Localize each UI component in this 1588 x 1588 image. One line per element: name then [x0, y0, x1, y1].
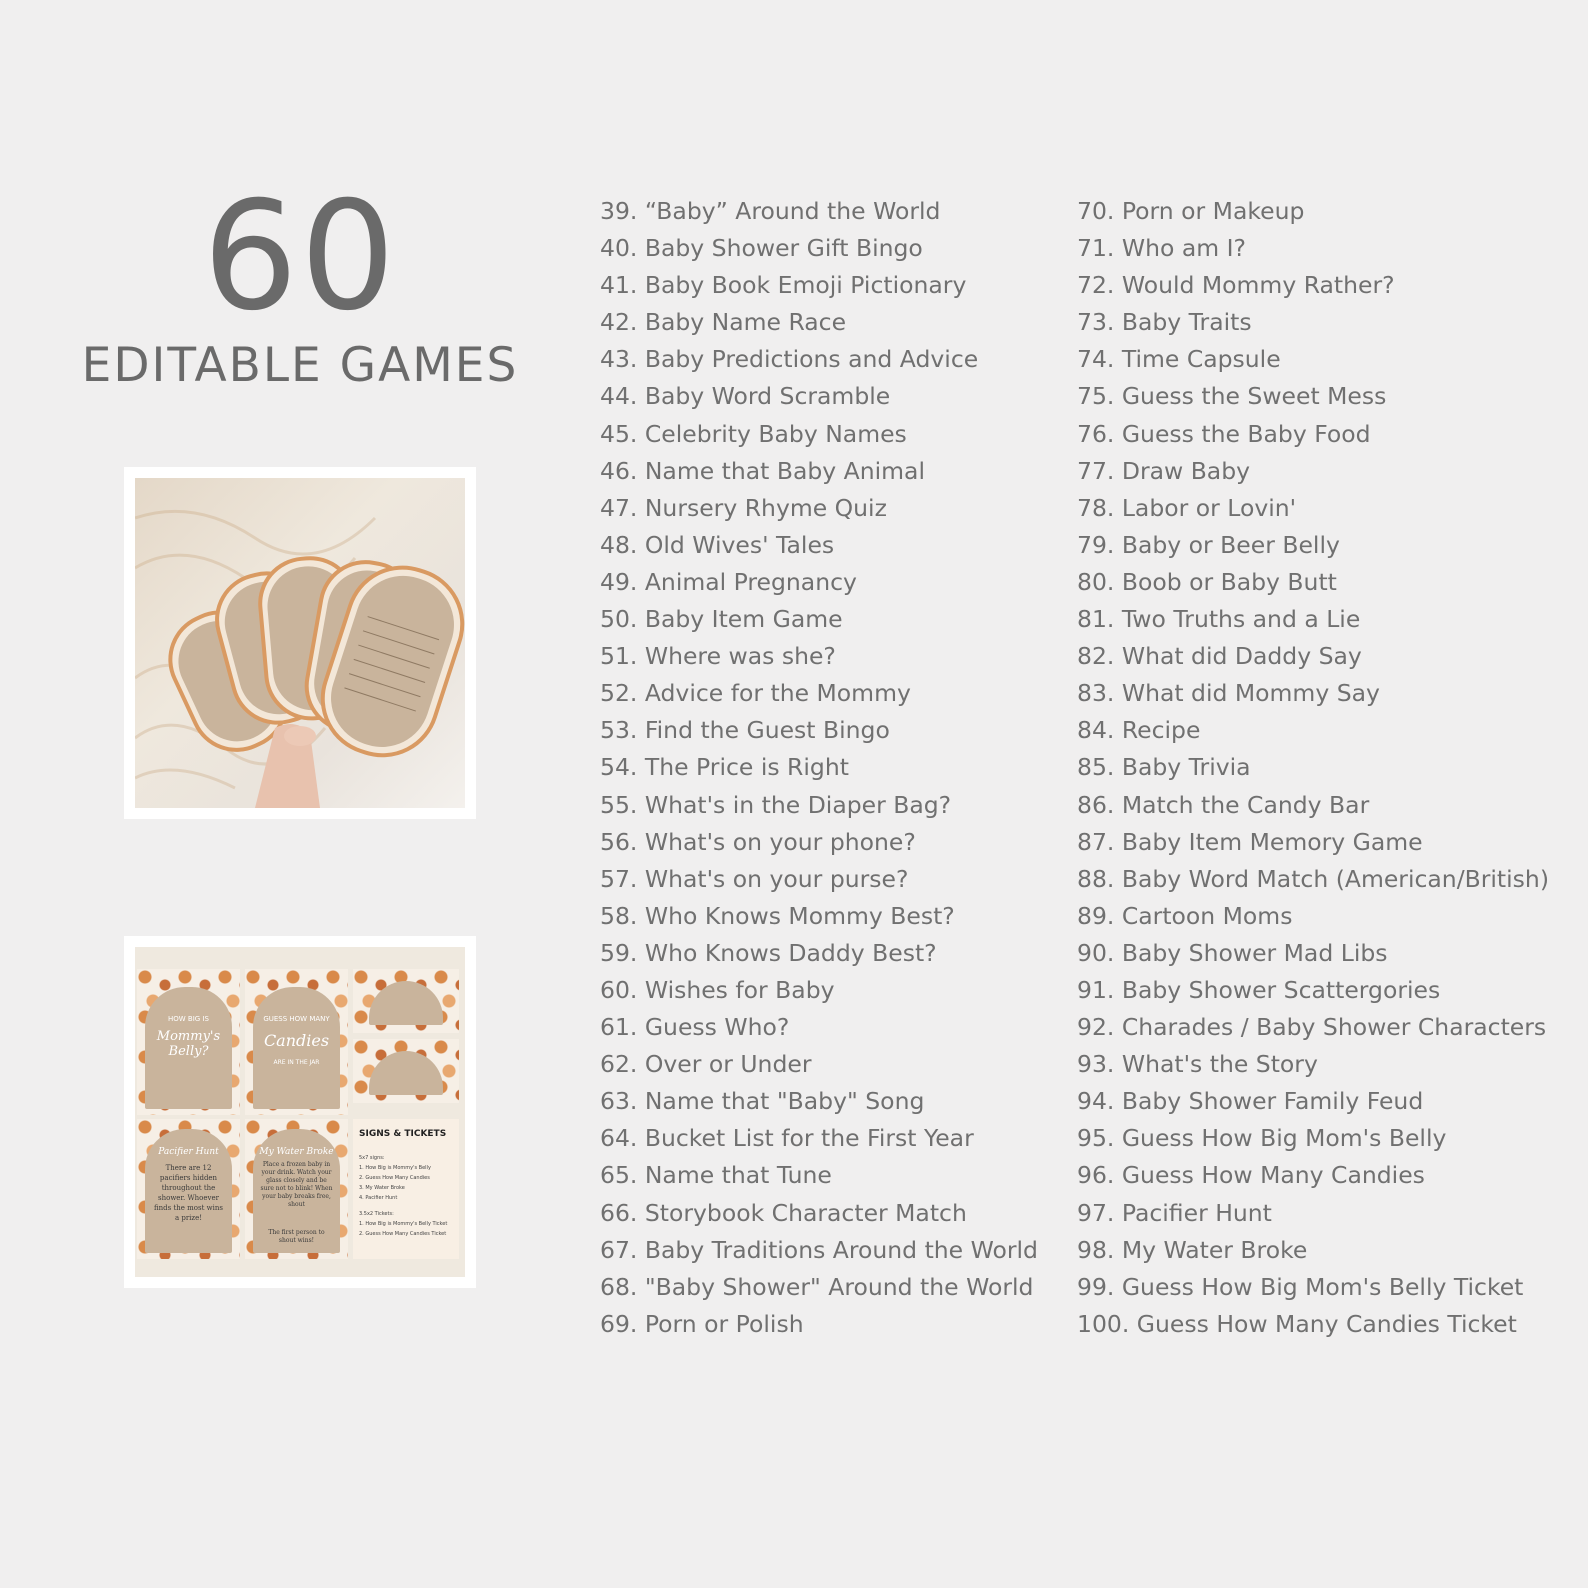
game-list-item: 43. Baby Predictions and Advice	[600, 345, 979, 374]
collage-card-pacifier-script: Pacifier Hunt	[158, 1147, 219, 1157]
game-list-item: 48. Old Wives' Tales	[600, 530, 835, 559]
game-list-item: 85. Baby Trivia	[1077, 753, 1251, 782]
headline-subtitle: EDITABLE GAMES	[81, 338, 519, 393]
game-list-item: 86. Match the Candy Bar	[1077, 790, 1370, 819]
game-list-item: 44. Baby Word Scramble	[600, 382, 891, 411]
collage-image	[135, 947, 465, 1277]
collage-card-belly	[145, 987, 232, 1109]
game-list-item: 89. Cartoon Moms	[1077, 901, 1293, 930]
game-list-item: 90. Baby Shower Mad Libs	[1077, 938, 1388, 967]
game-list-item: 77. Draw Baby	[1077, 456, 1251, 485]
game-list-item: 97. Pacifier Hunt	[1077, 1198, 1272, 1227]
game-list-item: 83. What did Mommy Say	[1077, 679, 1380, 708]
game-list-item: 64. Bucket List for the First Year	[600, 1124, 974, 1153]
game-list-item: 63. Name that "Baby" Song	[600, 1087, 925, 1116]
game-list-item: 54. The Price is Right	[600, 753, 849, 782]
games-list-right	[1077, 193, 1549, 1343]
collage-card-candies-script: Candies	[263, 1031, 330, 1050]
game-list-item: 72. Would Mommy Rather?	[1077, 271, 1395, 300]
game-list-item: 67. Baby Traditions Around the World	[600, 1235, 1038, 1264]
collage-card-pacifier-body: There are 12 pacifiers hidden throughout the shower. Whoever finds the most wins a prize!	[154, 1164, 223, 1222]
game-list-item: 71. Who am I?	[1077, 234, 1246, 263]
collage-card-belly-script: Mommy's Belly?	[156, 1029, 221, 1059]
collage-signs-list	[359, 1153, 447, 1239]
game-list-item: 58. Who Knows Mommy Best?	[600, 901, 955, 930]
collage-signs-line: 2. Guess How Many Candies Ticket	[359, 1231, 447, 1237]
game-list-item: 66. Storybook Character Match	[600, 1198, 967, 1227]
game-list-item: 95. Guess How Big Mom's Belly	[1077, 1124, 1447, 1153]
game-list-item: 40. Baby Shower Gift Bingo	[600, 234, 923, 263]
product-photo-frame	[124, 467, 476, 819]
game-list-item: 65. Name that Tune	[600, 1161, 832, 1190]
game-list-item: 91. Baby Shower Scattergories	[1077, 975, 1441, 1004]
game-list-item: 61. Guess Who?	[600, 1013, 790, 1042]
game-list-item: 73. Baby Traits	[1077, 308, 1252, 337]
game-list-item: 79. Baby or Beer Belly	[1077, 530, 1340, 559]
game-list-item: 98. My Water Broke	[1077, 1235, 1308, 1264]
game-list-item: 47. Nursery Rhyme Quiz	[600, 493, 887, 522]
game-list-item: 81. Two Truths and a Lie	[1077, 605, 1361, 634]
collage-card-water	[253, 1129, 340, 1253]
game-list-item: 53. Find the Guest Bingo	[600, 716, 890, 745]
collage-signs-line: 3. My Water Broke	[359, 1185, 405, 1191]
game-list-item: 46. Name that Baby Animal	[600, 456, 925, 485]
collage-card-belly-top: HOW BIG IS	[168, 1015, 209, 1023]
game-list-item: 57. What's on your purse?	[600, 864, 909, 893]
game-list-item: 76. Guess the Baby Food	[1077, 419, 1371, 448]
game-list-item: 41. Baby Book Emoji Pictionary	[600, 271, 967, 300]
game-list-item: 55. What's in the Diaper Bag?	[600, 790, 952, 819]
collage-frame	[124, 936, 476, 1288]
game-list-item: 59. Who Knows Daddy Best?	[600, 938, 937, 967]
game-list-item: 99. Guess How Big Mom's Belly Ticket	[1077, 1272, 1524, 1301]
collage-signs-panel	[353, 1119, 459, 1259]
game-list-item: 62. Over or Under	[600, 1050, 812, 1079]
game-list-item: 82. What did Daddy Say	[1077, 642, 1362, 671]
collage-signs-line: 4. Pacifier Hunt	[359, 1195, 398, 1201]
game-list-item: 49. Animal Pregnancy	[600, 567, 857, 596]
game-list-item: 87. Baby Item Memory Game	[1077, 827, 1423, 856]
game-list-item: 88. Baby Word Match (American/British)	[1077, 864, 1549, 893]
collage-signs-line: 5x7 signs:	[359, 1155, 385, 1161]
collage-card-pacifier	[145, 1129, 232, 1253]
game-list-item: 50. Baby Item Game	[600, 605, 843, 634]
game-list-item: 69. Porn or Polish	[600, 1309, 804, 1338]
game-list-item: 56. What's on your phone?	[600, 827, 916, 856]
game-list-item: 96. Guess How Many Candies	[1077, 1161, 1425, 1190]
game-list-item: 75. Guess the Sweet Mess	[1077, 382, 1387, 411]
game-list-item: 80. Boob or Baby Butt	[1077, 567, 1337, 596]
game-list-item: 70. Porn or Makeup	[1077, 197, 1305, 225]
game-list-item: 93. What's the Story	[1077, 1050, 1318, 1079]
game-list-item: 39. “Baby” Around the World	[600, 197, 941, 225]
collage-signs-line: 1. How Big is Mommy's Belly	[359, 1165, 431, 1171]
collage-card-water-bottom: The first person to shout wins!	[268, 1229, 325, 1244]
game-list-item: 84. Recipe	[1077, 716, 1201, 745]
collage-card-water-body: Place a frozen baby in your drink. Watch your glass closely and be sure not to blink! When your baby breaks free, shout	[260, 1161, 333, 1208]
game-list-item: 45. Celebrity Baby Names	[600, 419, 907, 448]
collage-card-candies-top: GUESS HOW MANY	[263, 1015, 330, 1023]
game-list-item: 74. Time Capsule	[1077, 345, 1281, 374]
game-list-item: 52. Advice for the Mommy	[600, 679, 911, 708]
game-list-item: 60. Wishes for Baby	[600, 975, 835, 1004]
collage-card-candies-bottom: ARE IN THE JAR	[273, 1059, 320, 1066]
game-list-item: 94. Baby Shower Family Feud	[1077, 1087, 1424, 1116]
product-photo	[135, 478, 465, 808]
photo-illustration	[135, 478, 465, 808]
collage-signs-line: 1. How Big is Mommy's Belly Ticket	[359, 1221, 448, 1227]
collage-card-candies	[253, 987, 340, 1109]
game-list-item: 51. Where was she?	[600, 642, 836, 671]
collage-signs-title: SIGNS & TICKETS	[359, 1129, 447, 1139]
collage-signs-line: 2. Guess How Many Candies	[359, 1175, 430, 1181]
game-list-item: 100. Guess How Many Candies Ticket	[1077, 1309, 1517, 1338]
game-list-item: 92. Charades / Baby Shower Characters	[1077, 1013, 1547, 1042]
games-list-left	[600, 193, 1038, 1343]
game-list-item: 78. Labor or Lovin'	[1077, 493, 1297, 522]
collage-signs-line: 3.5x2 Tickets:	[359, 1211, 394, 1217]
collage-card-water-script: My Water Broke	[259, 1147, 334, 1157]
headline-number: 60	[202, 170, 398, 344]
game-list-item: 68. "Baby Shower" Around the World	[600, 1272, 1034, 1301]
game-list-item: 42. Baby Name Race	[600, 308, 847, 337]
